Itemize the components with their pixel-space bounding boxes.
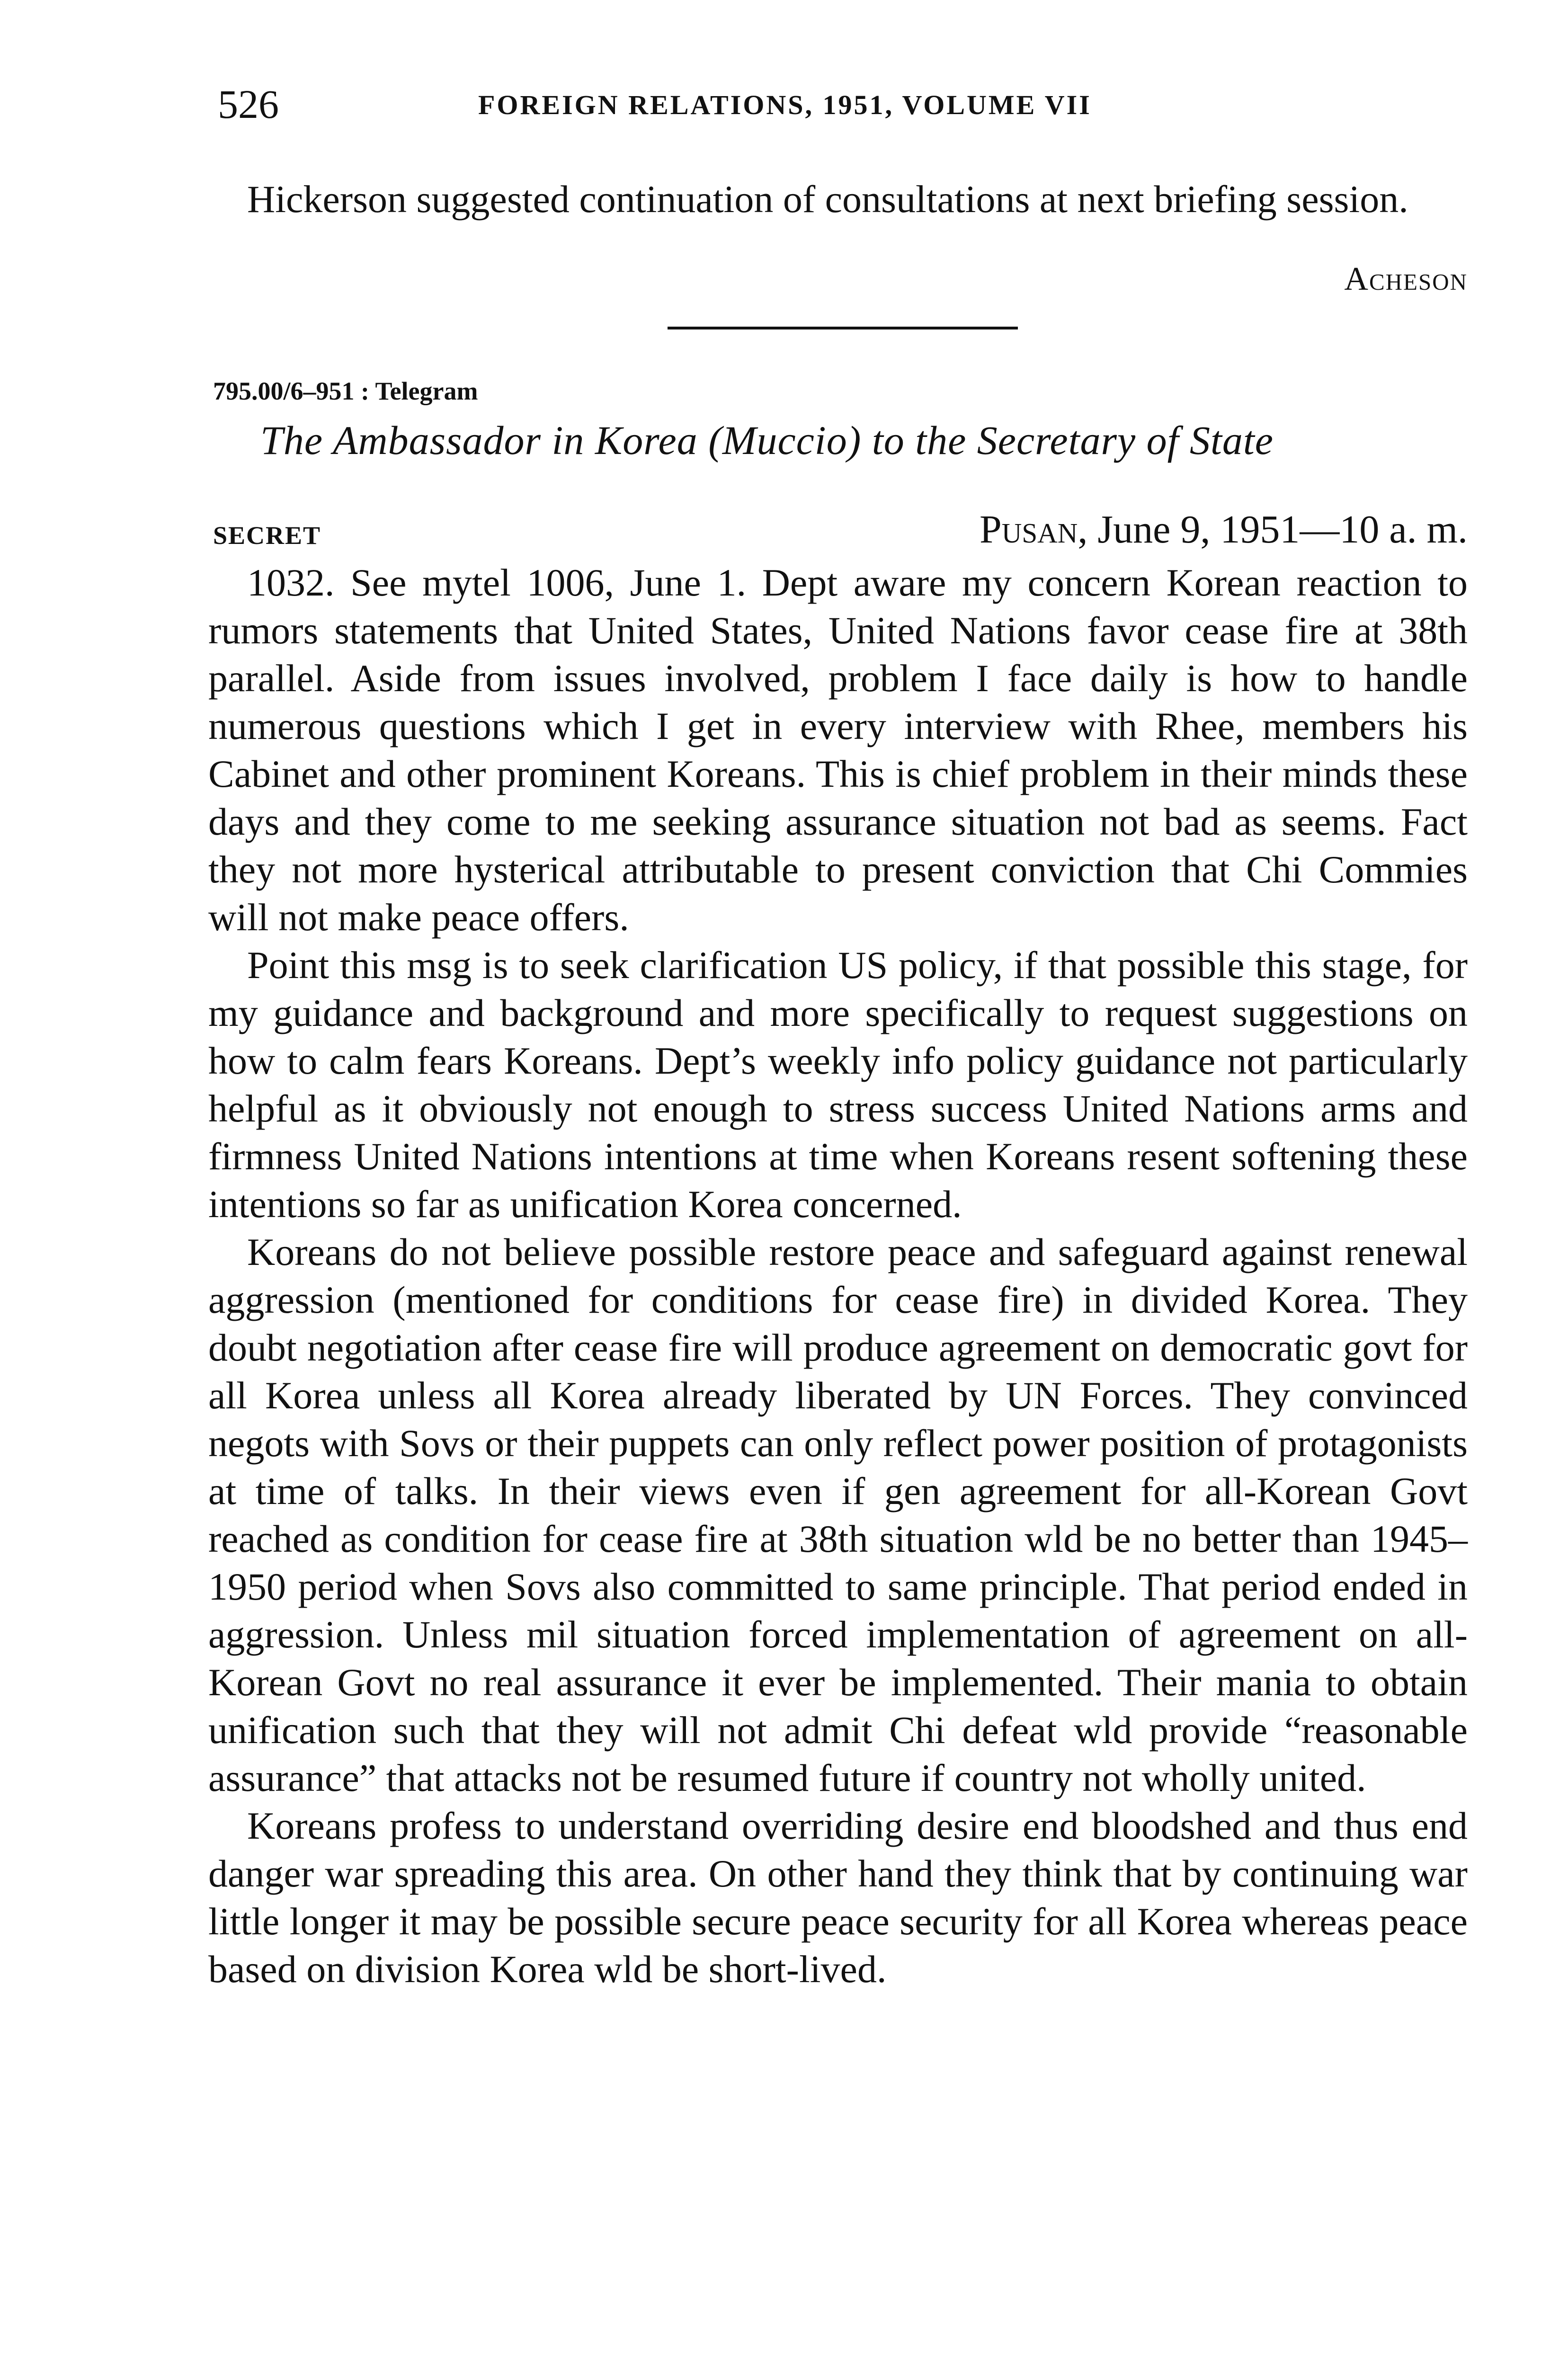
telegram-body [208,559,1468,1993]
file-reference: 795.00/6–951 : Telegram [213,377,478,405]
dateline-place: Pusan [980,507,1078,552]
body-paragraph-1: 1032. See mytel 1006, June 1. Dept aware my concern Korean reaction to rumors statements that United States, United Nations favor cease fire at 38th parallel. Aside from issues involved, problem I face daily is how to handle numerous questions which I get in every interview with Rhee, members his Cabinet and other prominent Koreans. This is chief problem in their minds these days and they come to me seeking assurance situation not bad as seems. Fact they not more hysterical attributable to present conviction that Chi Commies will not make peace offers. [208,561,1468,939]
body-paragraph-4: Koreans profess to understand overriding desire end bloodshed and thus end danger war spreading this area. On other hand they think that by continuing war little longer it may be possible secure peace security for all Korea whereas peace based on division Korea wld be short-lived. [208,1804,1468,1991]
body-paragraph-3: Koreans do not believe possible restore peace and safeguard against renewal aggression (mentioned for conditions for cease fire) in divided Korea. They doubt negotiation after cease fire will produce agreement on democratic govt for all Korea unless all Korea already liberated by UN Forces. They convinced negots with Sovs or their puppets can only reflect power position of protagonists at time of talks. In their views even if gen agreement for all-Korean Govt reached as condition for cease fire at 38th situation wld be no better than 1945–1950 period when Sovs also committed to same principle. That period ended in aggression. Unless mil situation forced implementation of agreement on all-Korean Govt no real assurance it ever be implemented. Their mania to obtain unification such that they will not admit Chi defeat wld provide “reasonable assurance” that attacks not be resumed future if country not wholly united. [208,1230,1468,1799]
dateline-date: , June 9, 1951—10 a. m. [1078,507,1468,552]
classification-label: SECRET [213,521,321,550]
document-page [208,71,1468,2367]
dateline [980,507,1468,552]
body-paragraph-2: Point this msg is to seek clarification US policy, if that possible this stage, for my guidance and background and more specifically to request suggestions on how to calm fears Koreans. Dept’s weekly info policy guidance not particularly helpful as it obviously not enough to stress success United Nations arms and firmness United Nations intentions at time when Koreans resent softening these intentions so far as unification Korea concerned. [208,943,1468,1226]
signature: Acheson [1344,261,1468,297]
document-heading: The Ambassador in Korea (Muccio) to the Secretary of State [260,418,1274,463]
section-divider [668,327,1018,329]
running-title: FOREIGN RELATIONS, 1951, VOLUME VII [478,89,1092,120]
previous-document-closing: Hickerson suggested continuation of consultations at next briefing session. [247,178,1408,221]
page-number: 526 [218,81,279,127]
running-head [208,71,1468,128]
